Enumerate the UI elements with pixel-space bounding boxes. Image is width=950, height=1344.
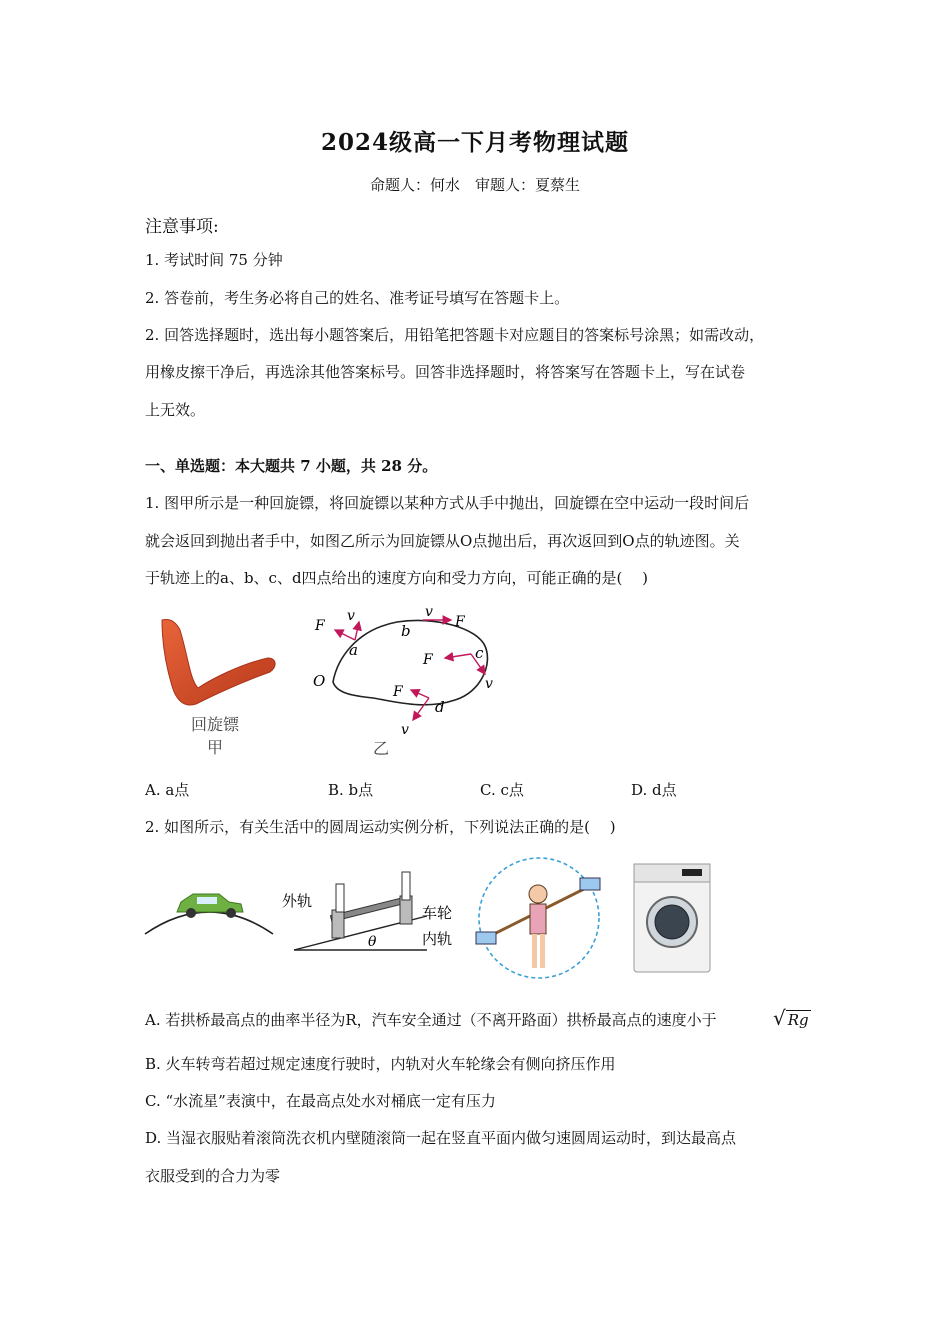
point-a-label: a [349,641,358,659]
point-c-label: c [475,644,484,662]
boomerang-figure [150,608,285,760]
arch-bridge-figure [143,880,275,938]
q1-option-d[interactable]: D. d点 [631,781,677,799]
car-wheel-rear [226,908,236,918]
q1-stem-line-2: 就会返回到抛出者手中，如图乙所示为回旋镖从O点抛出后，再次返回到O点的轨迹图。关 [145,532,740,550]
notice-heading: 注意事项: [145,217,219,237]
trajectory-figure [305,602,510,760]
q2-option-b[interactable]: B. 火车转弯若超过规定速度行驶时，内轨对火车轮缘会有侧向挤压作用 [145,1055,616,1073]
q2-option-a[interactable]: A. 若拱桥最高点的曲率半径为R，汽车安全通过（不离开路面）拱桥最高点的速度小于 [145,1011,717,1029]
q2-option-c[interactable]: C. “水流星”表演中，在最高点处水对桶底一定有压力 [145,1092,496,1110]
outer-wheel [336,884,344,912]
force-label-a: F [315,618,325,634]
car-window [197,897,217,904]
q1-option-a[interactable]: A. a点 [145,781,190,799]
force-arrow-d [411,690,429,698]
outer-rail-label: 外轨 [282,892,313,910]
point-O-label: O [313,672,326,690]
force-label-c: F [423,652,433,668]
q2-option-d-line-1[interactable]: D. 当湿衣服贴着滚筒洗衣机内壁随滚筒一起在竖直平面内做匀速圆周运动时，到达最高点 [145,1129,737,1147]
performer-leg-right [540,934,545,968]
q1-stem-line-1: 1. 图甲所示是一种回旋镖，将回旋镖以某种方式从手中抛出，回旋镖在空中运动一段时间后 [145,494,750,512]
section-heading: 一、单选题：本大题共 7 小题，共 28 分。 [145,457,438,475]
rail-curve-figure [282,866,462,954]
force-label-d: F [393,684,403,700]
arch-bridge-curve [145,912,273,934]
q1-option-c[interactable]: C. c点 [480,781,524,799]
sqrt-radicand: Rg [787,1011,809,1029]
wheel-label: 车轮 [422,904,453,922]
theta-label: θ [368,934,377,950]
outer-rail-block [332,910,344,938]
fig-jia-caption-2: 甲 [206,738,224,757]
notice-item-3-line-1: 2. 回答选择题时，选出每小题答案后，用铅笔把答题卡对应题目的答案标号涂黑；如需改动， [145,326,765,344]
q1-stem-line-3: 于轨迹上的a、b、c、d四点给出的速度方向和受力方向，可能正确的是( ) [145,569,649,587]
bucket-right [580,878,600,890]
q2-option-d-line-2: 衣服受到的合力为零 [145,1167,281,1185]
water-meteor-figure [472,852,606,984]
velocity-arrow-a [355,622,359,640]
inner-wheel [402,872,410,900]
washing-machine-figure [632,862,712,976]
q2-option-a-sqrt [773,1006,811,1030]
q2-stem: 2. 如图所示，有关生活中的圆周运动实例分析，下列说法正确的是( ) [145,818,616,836]
performer-leg-left [532,934,537,968]
force-arrow-c [445,654,471,658]
performer-body [530,904,546,934]
notice-item-3-line-3: 上无效。 [145,401,206,419]
velocity-arrow-d [413,698,429,720]
boomerang-shape [162,619,275,705]
car-wheel-front [186,908,196,918]
velocity-label-d: v [401,722,409,738]
inner-rail-label: 内轨 [422,930,453,948]
sqrt-icon: √ [773,1006,786,1030]
fig-yi-caption: 乙 [373,739,390,758]
door-glass [655,905,689,939]
page-title: 2024级高一下月考物理试题 [320,129,629,156]
point-b-label: b [401,622,411,640]
velocity-label-a: v [347,608,355,624]
fig-jia-caption-1: 回旋镖 [190,715,240,734]
display [682,869,702,876]
bucket-left [476,932,496,944]
notice-item-3-line-2: 用橡皮擦干净后，再选涂其他答案标号。回答非选择题时，将答案写在答题卡上，写在试卷 [145,363,746,381]
velocity-label-b: v [425,604,433,620]
force-label-b: F [455,614,465,630]
notice-item-2: 2. 答卷前，考生务必将自己的姓名、准考证号填写在答题卡上。 [145,289,570,307]
point-d-label: d [435,698,445,716]
authors-line: 命题人：何水 审题人：夏蔡生 [369,176,580,194]
notice-item-1: 1. 考试时间 75 分钟 [145,251,283,269]
q1-option-b[interactable]: B. b点 [328,781,374,799]
force-arrow-a [335,630,355,640]
velocity-label-c: v [485,676,493,692]
performer-head [529,885,547,903]
